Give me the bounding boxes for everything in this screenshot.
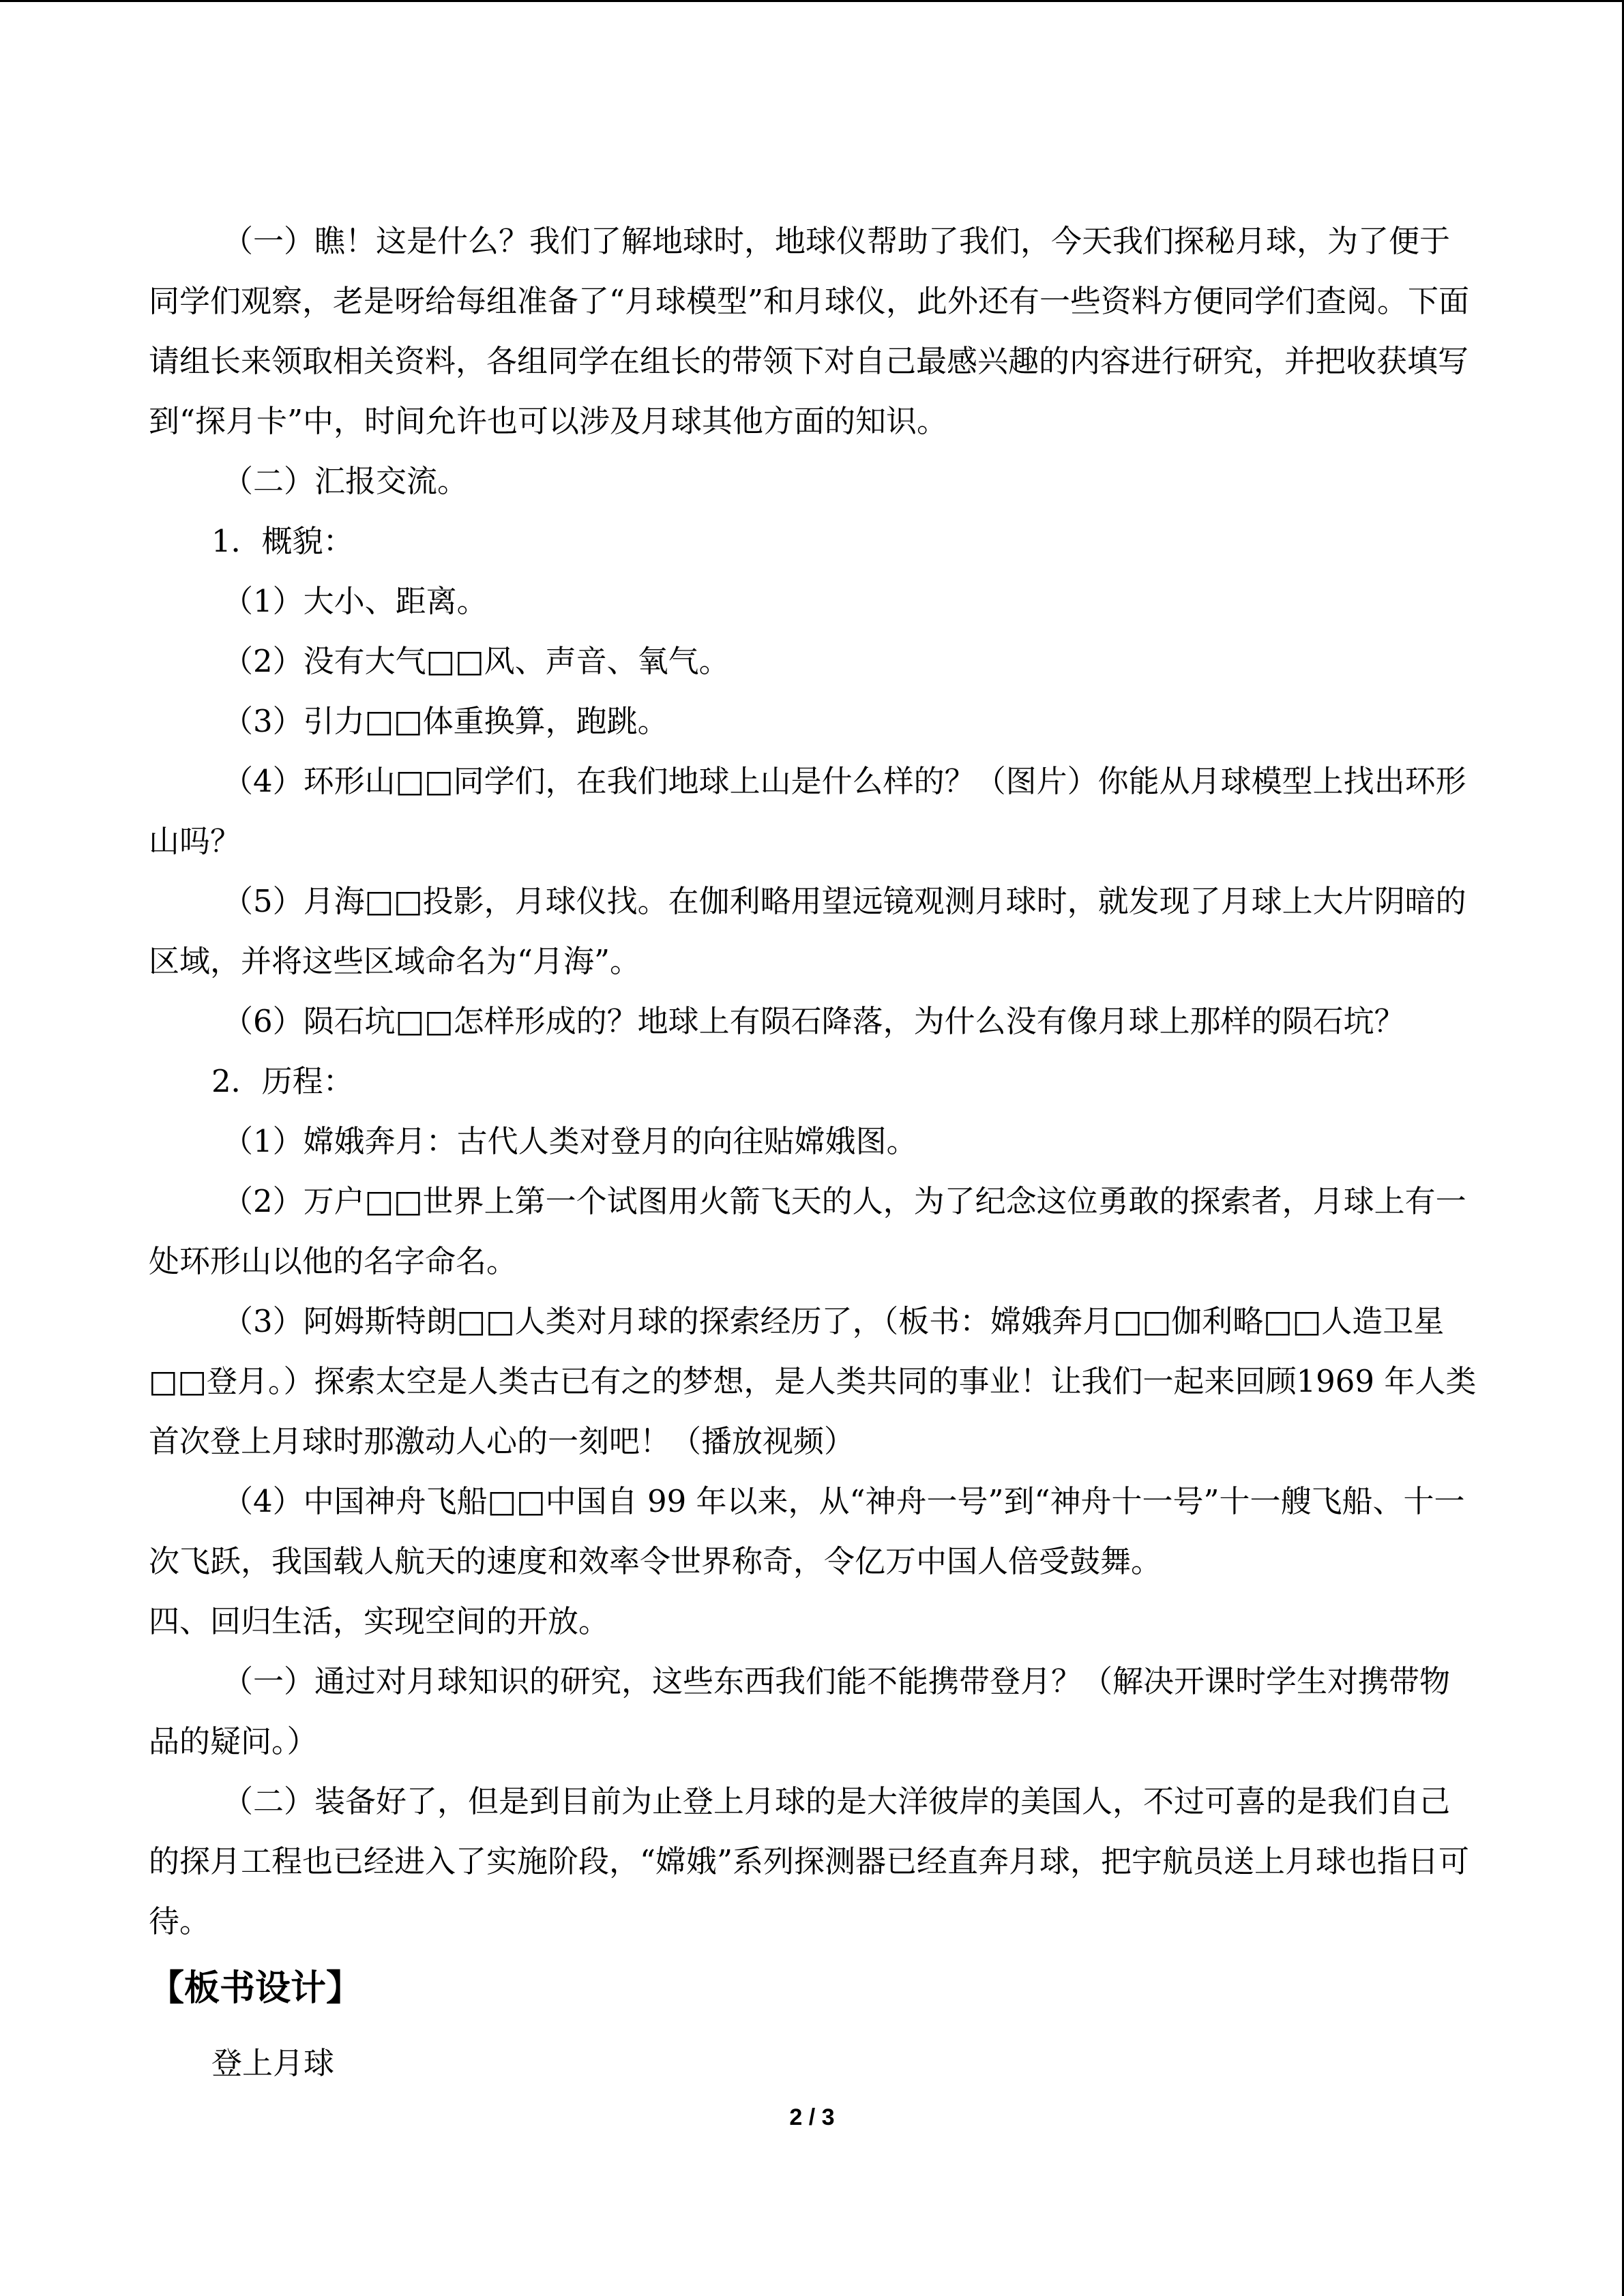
list-item: （3）阿姆斯特朗□□人类对月球的探索经历了，（板书：嫦娥奔月□□伽利略□□人造卫星□□登月。）探索太空是人类古已有之的梦想，是人类共同的事业！让我们一起来回顾1969 年人类首次登上月球时那激动人心的一刻吧！（播放视频） (149, 1303, 1477, 1459)
paragraph: （一）通过对月球知识的研究，这些东西我们能不能携带登月？（解决开课时学生对携带物品的疑问。） (149, 1663, 1451, 1759)
page-top-border (0, 0, 1624, 2)
list-item: （1）嫦娥奔月：古代人类对登月的向往贴嫦娥图。 (222, 1123, 917, 1159)
board-design-heading: 【板书设计】 (149, 1968, 362, 2009)
list-item: （2）没有大气□□风、声音、氧气。 (222, 643, 730, 679)
list-item: （4）中国神舟飞船□□中国自 99 年以来，从“神舟一号”到“神舟十一号”十一艘飞船、十一次飞跃，我国载人航天的速度和效率令世界称奇，令亿万中国人倍受鼓舞。 (149, 1483, 1465, 1579)
list-item: （6）陨石坑□□怎样形成的？地球上有陨石降落，为什么没有像月球上那样的陨石坑？ (222, 1003, 1405, 1039)
document-body (149, 211, 1480, 2104)
list-item: （3）引力□□体重换算，跑跳。 (222, 703, 668, 739)
page-number: 2 / 3 (789, 2104, 835, 2130)
paragraph: （二）装备好了，但是到目前为止登上月球的是大洋彼岸的美国人，不过可喜的是我们自己的探月工程也已经进入了实施阶段，“嫦娥”系列探测器已经直奔月球，把宇航员送上月球也指日可待。 (149, 1783, 1470, 1939)
list-item: （4）环形山□□同学们，在我们地球上山是什么样的？（图片）你能从月球模型上找出环形山吗？ (149, 763, 1466, 859)
list-item: （5）月海□□投影，月球仪找。在伽利略用望远镜观测月球时，就发现了月球上大片阴暗的区域，并将这些区域命名为“月海”。 (149, 883, 1466, 979)
section-heading: 四、回归生活，实现空间的开放。 (149, 1603, 610, 1639)
board-title: 登上月球 (211, 2045, 335, 2081)
list-item: （2）万户□□世界上第一个试图用火箭飞天的人，为了纪念这位勇敢的探索者，月球上有一处环形山以他的名字命名。 (149, 1183, 1466, 1279)
paragraph: （一）瞧！这是什么？我们了解地球时，地球仪帮助了我们，今天我们探秘月球，为了便于同学们观察，老是呀给每组准备了“月球模型”和月球仪，此外还有一些资料方便同学们查阅。下面请组长来领取相关资料，各组同学在组长的带领下对自己最感兴趣的内容进行研究，并把收获填写到“探月卡”中，时间允许也可以涉及月球其他方面的知识。 (149, 223, 1470, 439)
list-item: （1）大小、距离。 (222, 583, 488, 619)
section-item: 2．历程： (211, 1063, 354, 1099)
section-item: 1．概貌： (211, 523, 354, 559)
paragraph: （二）汇报交流。 (222, 463, 469, 499)
